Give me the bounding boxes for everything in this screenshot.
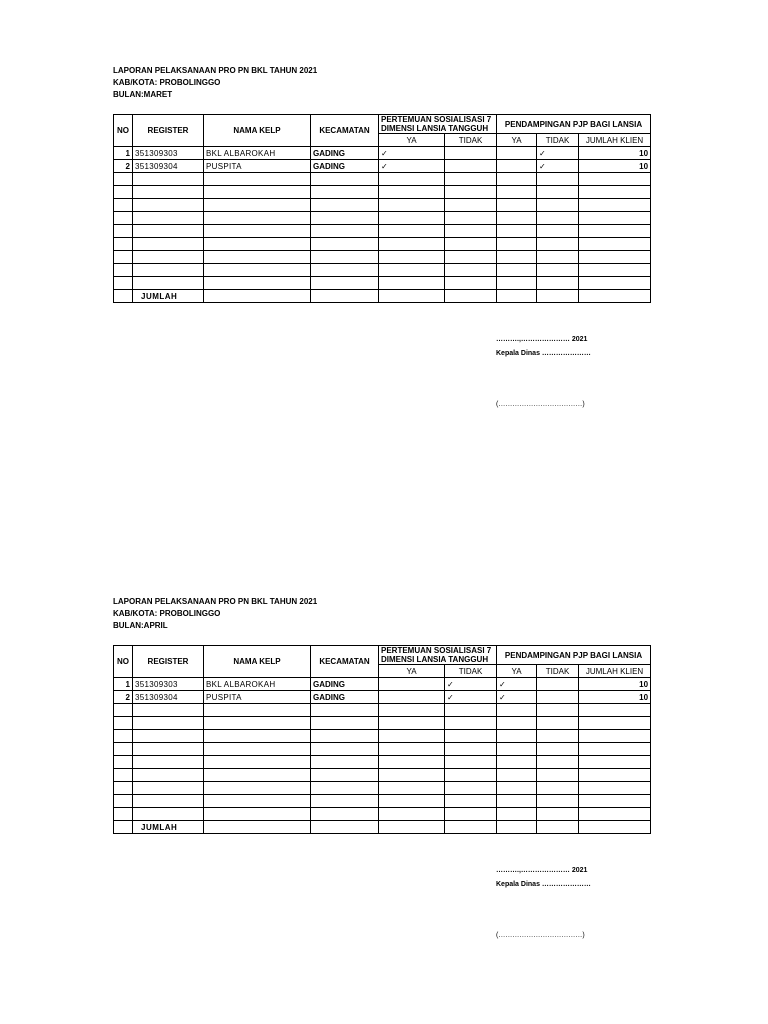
empty-row bbox=[114, 173, 651, 186]
jumlah-label: JUMLAH bbox=[133, 821, 204, 834]
client-count-cell: 10 bbox=[579, 147, 651, 160]
pertemuan-tidak-cell: ✓ bbox=[445, 691, 497, 704]
signature-title: Kepala Dinas ………………… bbox=[496, 350, 591, 357]
row-number: 2 bbox=[114, 691, 133, 704]
empty-row bbox=[114, 717, 651, 730]
report-table bbox=[113, 645, 651, 834]
col-kecamatan-header: KECAMATAN bbox=[311, 115, 379, 147]
sub-jumlah-klien-header: JUMLAH KLIEN bbox=[579, 134, 651, 147]
pendampingan-tidak-cell bbox=[537, 678, 579, 691]
empty-row bbox=[114, 795, 651, 808]
col-register-header: REGISTER bbox=[133, 115, 204, 147]
kecamatan-cell: GADING bbox=[311, 160, 379, 173]
header-row bbox=[114, 115, 651, 134]
sub-ya-header: YA bbox=[379, 665, 445, 678]
report-table bbox=[113, 114, 651, 303]
pendampingan-tidak-cell: ✓ bbox=[537, 147, 579, 160]
empty-row bbox=[114, 769, 651, 782]
group-name-cell: BKL ALBAROKAH bbox=[204, 147, 311, 160]
row-number: 2 bbox=[114, 160, 133, 173]
register-cell: 351309303 bbox=[133, 678, 204, 691]
empty-row bbox=[114, 186, 651, 199]
sub-ya-header: YA bbox=[497, 134, 537, 147]
empty-row bbox=[114, 704, 651, 717]
col-nama-header: NAMA KELP bbox=[204, 646, 311, 678]
client-count-cell: 10 bbox=[579, 678, 651, 691]
empty-row bbox=[114, 756, 651, 769]
col-pendampingan-header: PENDAMPINGAN PJP BAGI LANSIA bbox=[497, 115, 651, 134]
col-register-header: REGISTER bbox=[133, 646, 204, 678]
signature-date: ……….,………………… 2021 bbox=[496, 867, 588, 874]
group-name-cell: BKL ALBAROKAH bbox=[204, 678, 311, 691]
col-pertemuan-header: PERTEMUAN SOSIALISASI 7 DIMENSI LANSIA TANGGUH bbox=[379, 646, 497, 665]
empty-row bbox=[114, 251, 651, 264]
empty-row bbox=[114, 743, 651, 756]
table-row bbox=[114, 160, 651, 173]
group-name-cell: PUSPITA bbox=[204, 691, 311, 704]
pendampingan-tidak-cell: ✓ bbox=[537, 160, 579, 173]
col-no-header: NO bbox=[114, 646, 133, 678]
kecamatan-cell: GADING bbox=[311, 678, 379, 691]
report-title: LAPORAN PELAKSANAAN PRO PN BKL TAHUN 2021 bbox=[113, 597, 318, 606]
empty-row bbox=[114, 808, 651, 821]
sub-tidak-header: TIDAK bbox=[537, 665, 579, 678]
sub-ya-header: YA bbox=[379, 134, 445, 147]
empty-row bbox=[114, 264, 651, 277]
empty-row bbox=[114, 225, 651, 238]
table-row bbox=[114, 147, 651, 160]
empty-row bbox=[114, 238, 651, 251]
row-number: 1 bbox=[114, 678, 133, 691]
pertemuan-tidak-cell bbox=[445, 160, 497, 173]
sub-jumlah-klien-header: JUMLAH KLIEN bbox=[579, 665, 651, 678]
total-row bbox=[114, 290, 651, 303]
col-pendampingan-header: PENDAMPINGAN PJP BAGI LANSIA bbox=[497, 646, 651, 665]
empty-row bbox=[114, 782, 651, 795]
pendampingan-ya-cell bbox=[497, 147, 537, 160]
empty-row bbox=[114, 212, 651, 225]
pertemuan-ya-cell: ✓ bbox=[379, 160, 445, 173]
signature-title: Kepala Dinas ………………… bbox=[496, 881, 591, 888]
kabkota-label: KAB/KOTA: PROBOLINGGO bbox=[113, 609, 221, 618]
pertemuan-ya-cell bbox=[379, 678, 445, 691]
pendampingan-ya-cell bbox=[497, 160, 537, 173]
pertemuan-tidak-cell: ✓ bbox=[445, 678, 497, 691]
report-title: LAPORAN PELAKSANAAN PRO PN BKL TAHUN 2021 bbox=[113, 66, 318, 75]
signature-name: (………………………………) bbox=[496, 401, 585, 408]
register-cell: 351309304 bbox=[133, 691, 204, 704]
col-pertemuan-header: PERTEMUAN SOSIALISASI 7 DIMENSI LANSIA TANGGUH bbox=[379, 115, 497, 134]
table-row bbox=[114, 678, 651, 691]
client-count-cell: 10 bbox=[579, 691, 651, 704]
register-cell: 351309303 bbox=[133, 147, 204, 160]
kabkota-label: KAB/KOTA: PROBOLINGGO bbox=[113, 78, 221, 87]
col-nama-header: NAMA KELP bbox=[204, 115, 311, 147]
group-name-cell: PUSPITA bbox=[204, 160, 311, 173]
sub-ya-header: YA bbox=[497, 665, 537, 678]
col-no-header: NO bbox=[114, 115, 133, 147]
pendampingan-ya-cell: ✓ bbox=[497, 691, 537, 704]
bulan-label: BULAN:APRIL bbox=[113, 621, 168, 630]
empty-row bbox=[114, 277, 651, 290]
pendampingan-tidak-cell bbox=[537, 691, 579, 704]
signature-date: ……….,………………… 2021 bbox=[496, 336, 588, 343]
sub-tidak-header: TIDAK bbox=[537, 134, 579, 147]
register-cell: 351309304 bbox=[133, 160, 204, 173]
pertemuan-tidak-cell bbox=[445, 147, 497, 160]
table-row bbox=[114, 691, 651, 704]
bulan-label: BULAN:MARET bbox=[113, 90, 173, 99]
header-row bbox=[114, 646, 651, 665]
signature-name: (………………………………) bbox=[496, 932, 585, 939]
sub-tidak-header: TIDAK bbox=[445, 665, 497, 678]
pertemuan-ya-cell bbox=[379, 691, 445, 704]
row-number: 1 bbox=[114, 147, 133, 160]
client-count-cell: 10 bbox=[579, 160, 651, 173]
pendampingan-ya-cell: ✓ bbox=[497, 678, 537, 691]
kecamatan-cell: GADING bbox=[311, 691, 379, 704]
jumlah-label: JUMLAH bbox=[133, 290, 204, 303]
empty-row bbox=[114, 730, 651, 743]
sub-tidak-header: TIDAK bbox=[445, 134, 497, 147]
kecamatan-cell: GADING bbox=[311, 147, 379, 160]
col-kecamatan-header: KECAMATAN bbox=[311, 646, 379, 678]
pertemuan-ya-cell: ✓ bbox=[379, 147, 445, 160]
empty-row bbox=[114, 199, 651, 212]
total-row bbox=[114, 821, 651, 834]
